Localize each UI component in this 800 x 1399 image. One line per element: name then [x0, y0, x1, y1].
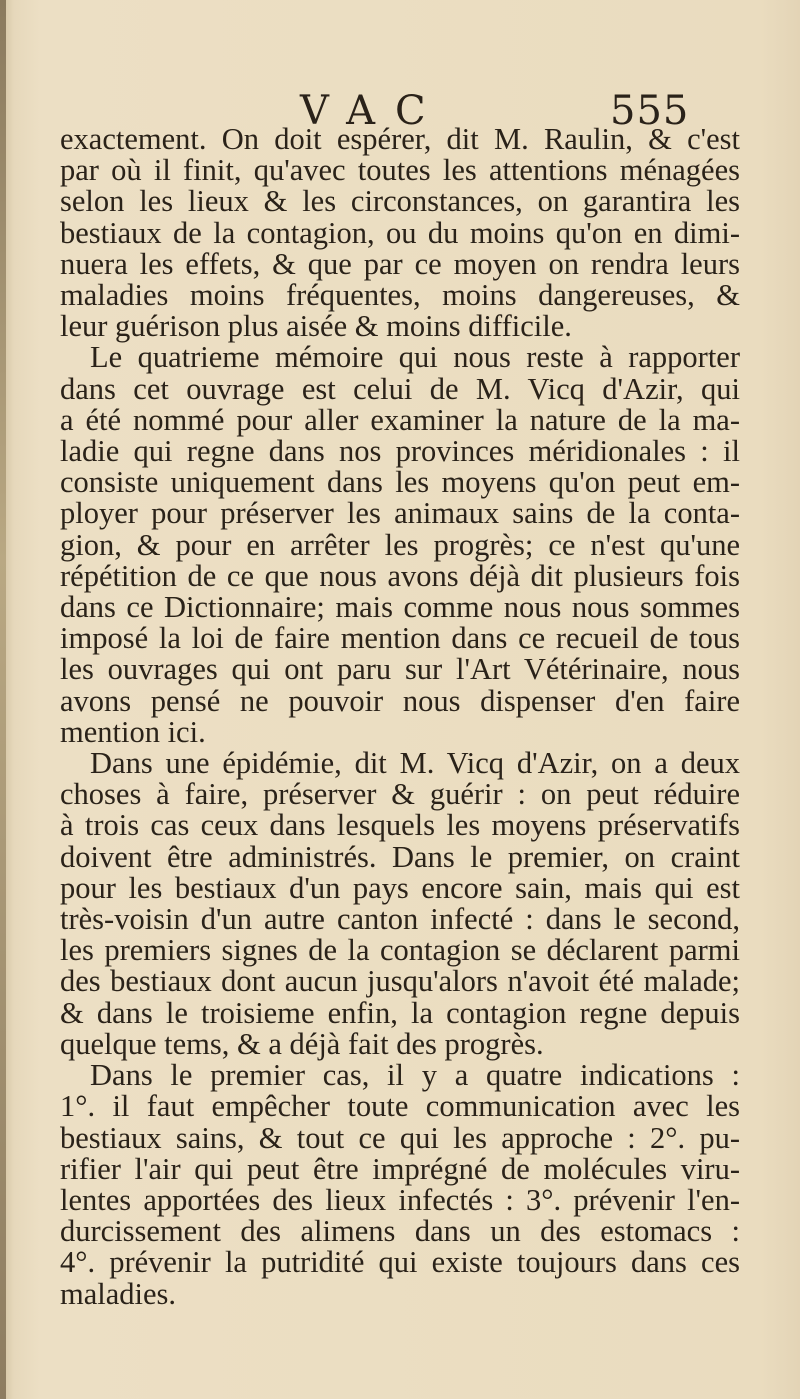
text-line: choses à faire, préserver & guérir : on peut réduire [60, 777, 740, 812]
text-line: a été nommé pour aller examiner la nature de la ma- [60, 402, 740, 437]
text-line: selon les lieux & les circonstances, on garantira les [60, 184, 740, 219]
text-line: dans cet ouvrage est celui de M. Vicq d'Azir, qui [60, 371, 740, 406]
text-line: très-voisin d'un autre canton infecté : dans le second, [60, 902, 740, 937]
text-line: Dans le premier cas, il y a quatre indications : [90, 1058, 740, 1093]
text-line: répétition de ce que nous avons déjà dit plusieurs fois [60, 558, 740, 593]
text-line: nuera les effets, & que par ce moyen on rendra leurs [60, 246, 740, 281]
text-line: ployer pour préserver les animaux sains de la conta- [60, 496, 740, 531]
binding-gutter [0, 0, 6, 1399]
text-line: leur guérison plus aisée & moins difficile. [60, 309, 572, 344]
text-line: 1°. il faut empêcher toute communication avec les [60, 1089, 740, 1124]
body-text [60, 124, 740, 1310]
text-line: maladies moins fréquentes, moins dangereuses, & [60, 278, 740, 313]
text-line: quelque tems, & a déjà fait des progrès. [60, 1026, 544, 1061]
text-line: les premiers signes de la contagion se déclarent parmi [60, 933, 740, 968]
text-line: Dans une épidémie, dit M. Vicq d'Azir, on a deux [90, 746, 740, 781]
text-line: à trois cas ceux dans lesquels les moyens préservatifs [60, 808, 740, 843]
text-line: rifier l'air qui peut être imprégné de molécules viru- [60, 1151, 740, 1186]
text-line: avons pensé ne pouvoir nous dispenser d'en faire [60, 683, 740, 718]
running-title: VAC [300, 88, 446, 134]
text-line: bestiaux de la contagion, ou du moins qu'on en dimi- [60, 215, 740, 250]
text-line: exactement. On doit espérer, dit M. Raulin, & c'est [60, 122, 740, 156]
text-line: & dans le troisieme enfin, la contagion regne depuis [60, 995, 740, 1030]
text-line: mention ici. [60, 714, 206, 749]
text-line: consiste uniquement dans les moyens qu'on peut em- [60, 465, 740, 500]
text-line: Le quatrieme mémoire qui nous reste à rapporter [90, 340, 740, 375]
text-line: bestiaux sains, & tout ce qui les approche : 2°. pu- [60, 1120, 740, 1155]
text-line: les ouvrages qui ont paru sur l'Art Vétérinaire, nous [60, 652, 740, 687]
text-line: dans ce Dictionnaire; mais comme nous nous sommes [60, 590, 740, 625]
text-line: pour les bestiaux d'un pays encore sain, mais qui est [60, 870, 740, 905]
text-line: durcissement des alimens dans un des estomacs : [60, 1214, 740, 1249]
text-line: 4°. prévenir la putridité qui existe toujours dans ces [60, 1245, 740, 1280]
text-line: lentes apportées des lieux infectés : 3°. prévenir l'en- [60, 1182, 740, 1217]
text-line: imposé la loi de faire mention dans ce recueil de tous [60, 621, 740, 656]
text-line: par où il finit, qu'avec toutes les attentions ménagées [60, 153, 740, 188]
text-line: maladies. [60, 1276, 177, 1311]
text-line: des bestiaux dont aucun jusqu'alors n'avoit été malade; [60, 964, 740, 999]
page-number: 555 [610, 88, 690, 134]
text-line: ladie qui regne dans nos provinces méridionales : il [60, 434, 740, 469]
text-line: gion, & pour en arrêter les progrès; ce n'est qu'une [60, 527, 740, 562]
text-line: doivent être administrés. Dans le premier, on craint [60, 839, 740, 874]
